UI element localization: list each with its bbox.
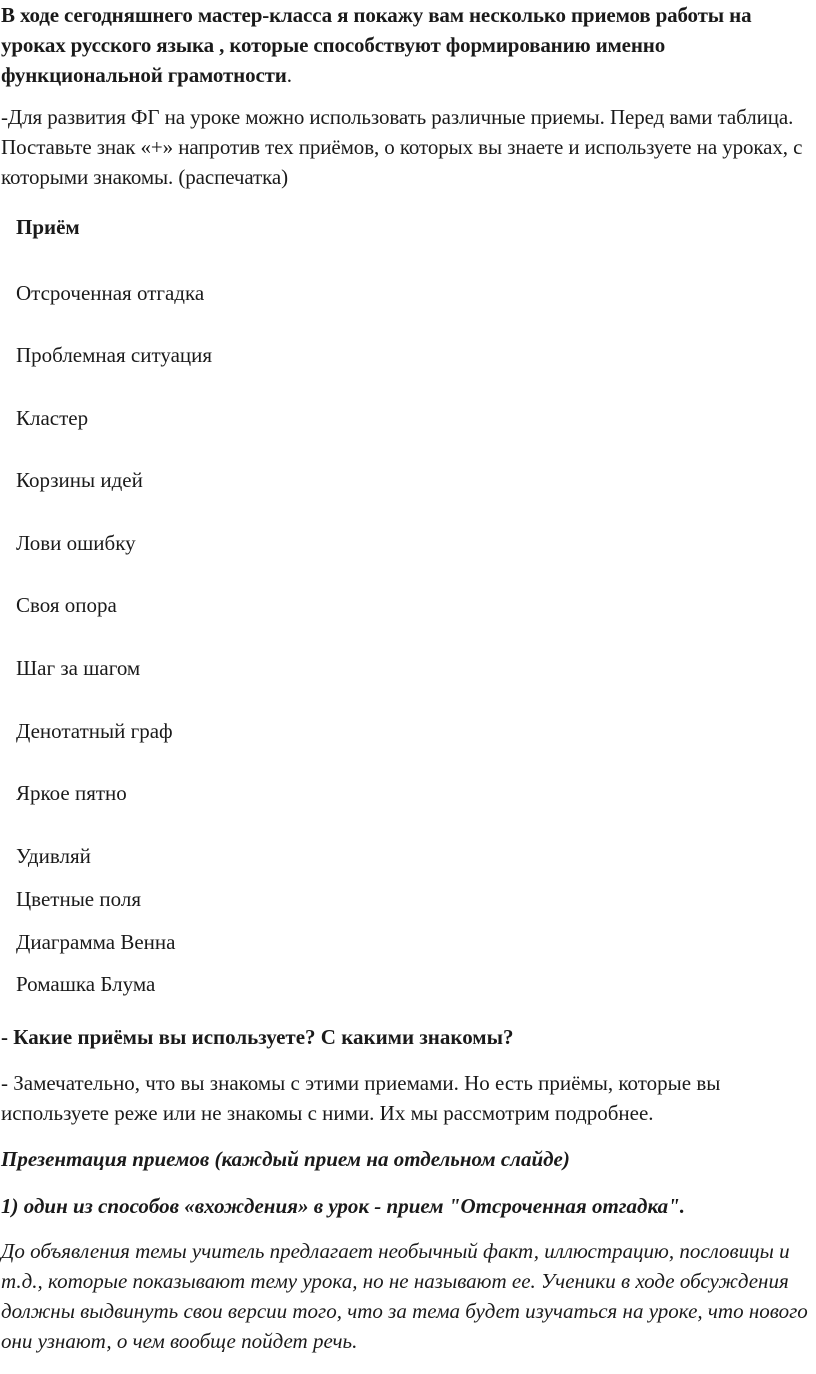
note-paragraph: - Замечательно, что вы знакомы с этими приемами. Но есть приёмы, которые вы используете реже или не знакомы с ними. Их мы рассмотрим подробнее. [1, 1071, 721, 1125]
table-row: Кластер [16, 406, 89, 430]
table-row: Лови ошибку [16, 531, 136, 555]
question-line: - Какие приёмы вы используете? С какими знакомы? [1, 1025, 514, 1049]
table-header: Приём [16, 215, 80, 239]
table-row: Шаг за шагом [16, 656, 141, 680]
table-row: Своя опора [16, 593, 117, 617]
table-row: Проблемная ситуация [16, 343, 213, 367]
lead-paragraph: -Для развития ФГ на уроке можно использовать различные приемы. Перед вами таблица. Поставьте знак «+» напротив тех приёмов, о которых вы знаете и используете на уроках, с которыми знакомы. (распечатка) [1, 105, 803, 189]
intro-period: . [286, 63, 292, 87]
intro-paragraph [1, 0, 813, 90]
table-row: Корзины идей [16, 468, 143, 492]
presentation-heading: Презентация приемов (каждый прием на отдельном слайде) [1, 1147, 570, 1171]
table-row: Денотатный граф [16, 719, 173, 743]
intro-text: В ходе сегодняшнего мастер-класса я покажу вам несколько приемов работы на уроках русского языка , которые способствуют формированию именно функциональной грамотности [1, 3, 752, 87]
step-1-heading: 1) один из способов «вхождения» в урок - прием "Отсроченная отгадка". [1, 1194, 686, 1218]
table-row: Отсроченная отгадка [16, 281, 205, 305]
description-paragraph: До объявления темы учитель предлагает необычный факт, иллюстрацию, пословицы и т.д., которые показывают тему урока, но не называют ее. Ученики в ходе обсуждения должны выдвинуть свои версии того, что за тема будет изучаться на уроке, что нового они узнают, о чем вообще пойдет речь. [1, 1239, 808, 1353]
table-row: Диаграмма Венна [16, 930, 176, 954]
table-row: Яркое пятно [16, 781, 127, 805]
table-row: Ромашка Блума [16, 972, 156, 996]
table-row: Цветные поля [16, 887, 141, 911]
table-row: Удивляй [16, 844, 91, 868]
